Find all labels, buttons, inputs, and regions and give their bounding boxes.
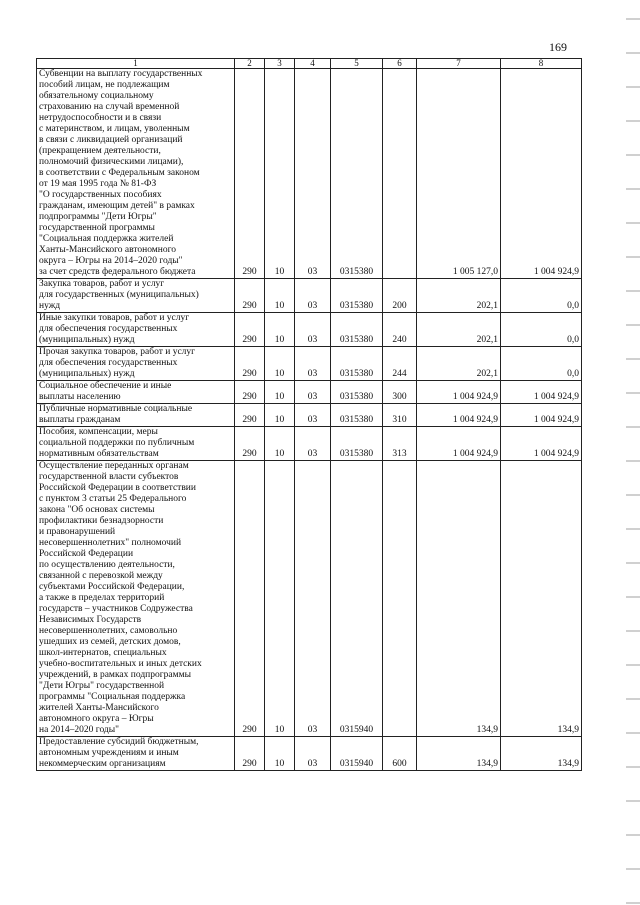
cell-admin-code: 290 — [235, 381, 265, 404]
cell-admin-code: 290 — [235, 461, 265, 737]
cell-expense-type — [383, 69, 417, 279]
cell-expense-type: 310 — [383, 404, 417, 427]
cell-target-article: 0315940 — [331, 737, 383, 771]
cell-subsection: 03 — [295, 427, 331, 461]
cell-amount-planned: 202,1 — [417, 279, 501, 313]
row-description: Иные закупки товаров, работ и услуг для обеспечения государственных (муниципальных) нужд — [37, 313, 235, 347]
cell-subsection: 03 — [295, 313, 331, 347]
header-col-1: 1 — [37, 59, 235, 69]
budget-table — [36, 58, 582, 771]
cell-subsection: 03 — [295, 737, 331, 771]
cell-amount-executed: 0,0 — [501, 313, 582, 347]
table-row — [37, 347, 582, 381]
table-row — [37, 313, 582, 347]
cell-target-article: 0315940 — [331, 461, 383, 737]
header-col-2: 2 — [235, 59, 265, 69]
table-row — [37, 69, 582, 279]
cell-amount-executed: 134,9 — [501, 461, 582, 737]
cell-section: 10 — [265, 404, 295, 427]
cell-section: 10 — [265, 279, 295, 313]
cell-amount-planned: 134,9 — [417, 461, 501, 737]
cell-amount-executed: 0,0 — [501, 347, 582, 381]
cell-section: 10 — [265, 313, 295, 347]
row-description: Закупка товаров, работ и услуг для государственных (муниципальных) нужд — [37, 279, 235, 313]
cell-amount-executed: 134,9 — [501, 737, 582, 771]
cell-section: 10 — [265, 347, 295, 381]
table-row — [37, 427, 582, 461]
cell-expense-type: 244 — [383, 347, 417, 381]
cell-subsection: 03 — [295, 347, 331, 381]
cell-subsection: 03 — [295, 381, 331, 404]
cell-amount-planned: 202,1 — [417, 313, 501, 347]
cell-target-article: 0315380 — [331, 313, 383, 347]
header-col-3: 3 — [265, 59, 295, 69]
cell-amount-planned: 1 004 924,9 — [417, 381, 501, 404]
row-description: Публичные нормативные социальные выплаты гражданам — [37, 404, 235, 427]
cell-admin-code: 290 — [235, 279, 265, 313]
cell-expense-type — [383, 461, 417, 737]
cell-target-article: 0315380 — [331, 279, 383, 313]
cell-target-article: 0315380 — [331, 69, 383, 279]
cell-amount-planned: 134,9 — [417, 737, 501, 771]
header-col-5: 5 — [331, 59, 383, 69]
header-col-8: 8 — [501, 59, 582, 69]
cell-target-article: 0315380 — [331, 427, 383, 461]
row-description: Предоставление субсидий бюджетным, автономным учреждениям и иным некоммерческим организациям — [37, 737, 235, 771]
cell-admin-code: 290 — [235, 404, 265, 427]
cell-amount-executed: 1 004 924,9 — [501, 381, 582, 404]
cell-subsection: 03 — [295, 461, 331, 737]
scan-edge-marks — [626, 0, 640, 905]
table-row — [37, 737, 582, 771]
cell-amount-executed: 1 004 924,9 — [501, 69, 582, 279]
cell-section: 10 — [265, 737, 295, 771]
cell-expense-type: 300 — [383, 381, 417, 404]
table-row — [37, 279, 582, 313]
cell-target-article: 0315380 — [331, 347, 383, 381]
cell-amount-planned: 202,1 — [417, 347, 501, 381]
cell-target-article: 0315380 — [331, 381, 383, 404]
row-description: Субвенции на выплату государственных пособий лицам, не подлежащим обязательному социальному страхованию на случай временной нетрудоспособности и в связи с материнством, и лицам, уволенным в связи с ликвидацией организаций (прекращением деятельности, полномочий физическими лицами), в соответствии с Федеральным законом от 19 мая 1995 года № 81-ФЗ "О государственных пособиях гражданам, имеющим детей" в рамках подпрограммы "Дети Югры" государственной программы "Социальная поддержка жителей Ханты-Мансийского автономного округа – Югры на 2014–2020 годы" за счет средств федерального бюджета — [37, 69, 235, 279]
cell-amount-executed: 1 004 924,9 — [501, 427, 582, 461]
row-description: Пособия, компенсации, меры социальной поддержки по публичным нормативным обязательствам — [37, 427, 235, 461]
cell-amount-executed: 1 004 924,9 — [501, 404, 582, 427]
cell-expense-type: 600 — [383, 737, 417, 771]
cell-subsection: 03 — [295, 69, 331, 279]
cell-section: 10 — [265, 461, 295, 737]
cell-section: 10 — [265, 427, 295, 461]
cell-admin-code: 290 — [235, 69, 265, 279]
row-description: Социальное обеспечение и иные выплаты населению — [37, 381, 235, 404]
table-row — [37, 381, 582, 404]
cell-expense-type: 240 — [383, 313, 417, 347]
cell-amount-executed: 0,0 — [501, 279, 582, 313]
cell-expense-type: 313 — [383, 427, 417, 461]
cell-section: 10 — [265, 381, 295, 404]
cell-expense-type: 200 — [383, 279, 417, 313]
cell-amount-planned: 1 005 127,0 — [417, 69, 501, 279]
cell-target-article: 0315380 — [331, 404, 383, 427]
cell-amount-planned: 1 004 924,9 — [417, 427, 501, 461]
cell-subsection: 03 — [295, 279, 331, 313]
cell-section: 10 — [265, 69, 295, 279]
page-number: 169 — [549, 40, 567, 54]
header-col-7: 7 — [417, 59, 501, 69]
header-col-4: 4 — [295, 59, 331, 69]
cell-admin-code: 290 — [235, 347, 265, 381]
row-description: Прочая закупка товаров, работ и услуг для обеспечения государственных (муниципальных) нужд — [37, 347, 235, 381]
cell-admin-code: 290 — [235, 313, 265, 347]
cell-admin-code: 290 — [235, 737, 265, 771]
cell-subsection: 03 — [295, 404, 331, 427]
table-row — [37, 461, 582, 737]
header-col-6: 6 — [383, 59, 417, 69]
cell-admin-code: 290 — [235, 427, 265, 461]
table-row — [37, 404, 582, 427]
cell-amount-planned: 1 004 924,9 — [417, 404, 501, 427]
row-description: Осуществление переданных органам государственной власти субъектов Российской Федерации в соответствии с пунктом 3 статьи 25 Федерального закона "Об основах системы профилактики безнадзорности и правонарушений несовершеннолетних" полномочий Российской Федерации по осуществлению деятельности, связанной с перевозкой между субъектами Российской Федерации, а также в пределах территорий государств – участников Содружества Независимых Государств несовершеннолетних, самовольно ушедших из семей, детских домов, школ-интернатов, специальных учебно-воспитательных и иных детских учреждений, в рамках подпрограммы "Дети Югры" государственной программы "Социальная поддержка жителей Ханты-Мансийского автономного округа – Югры на 2014–2020 годы" — [37, 461, 235, 737]
header-row — [37, 59, 582, 69]
